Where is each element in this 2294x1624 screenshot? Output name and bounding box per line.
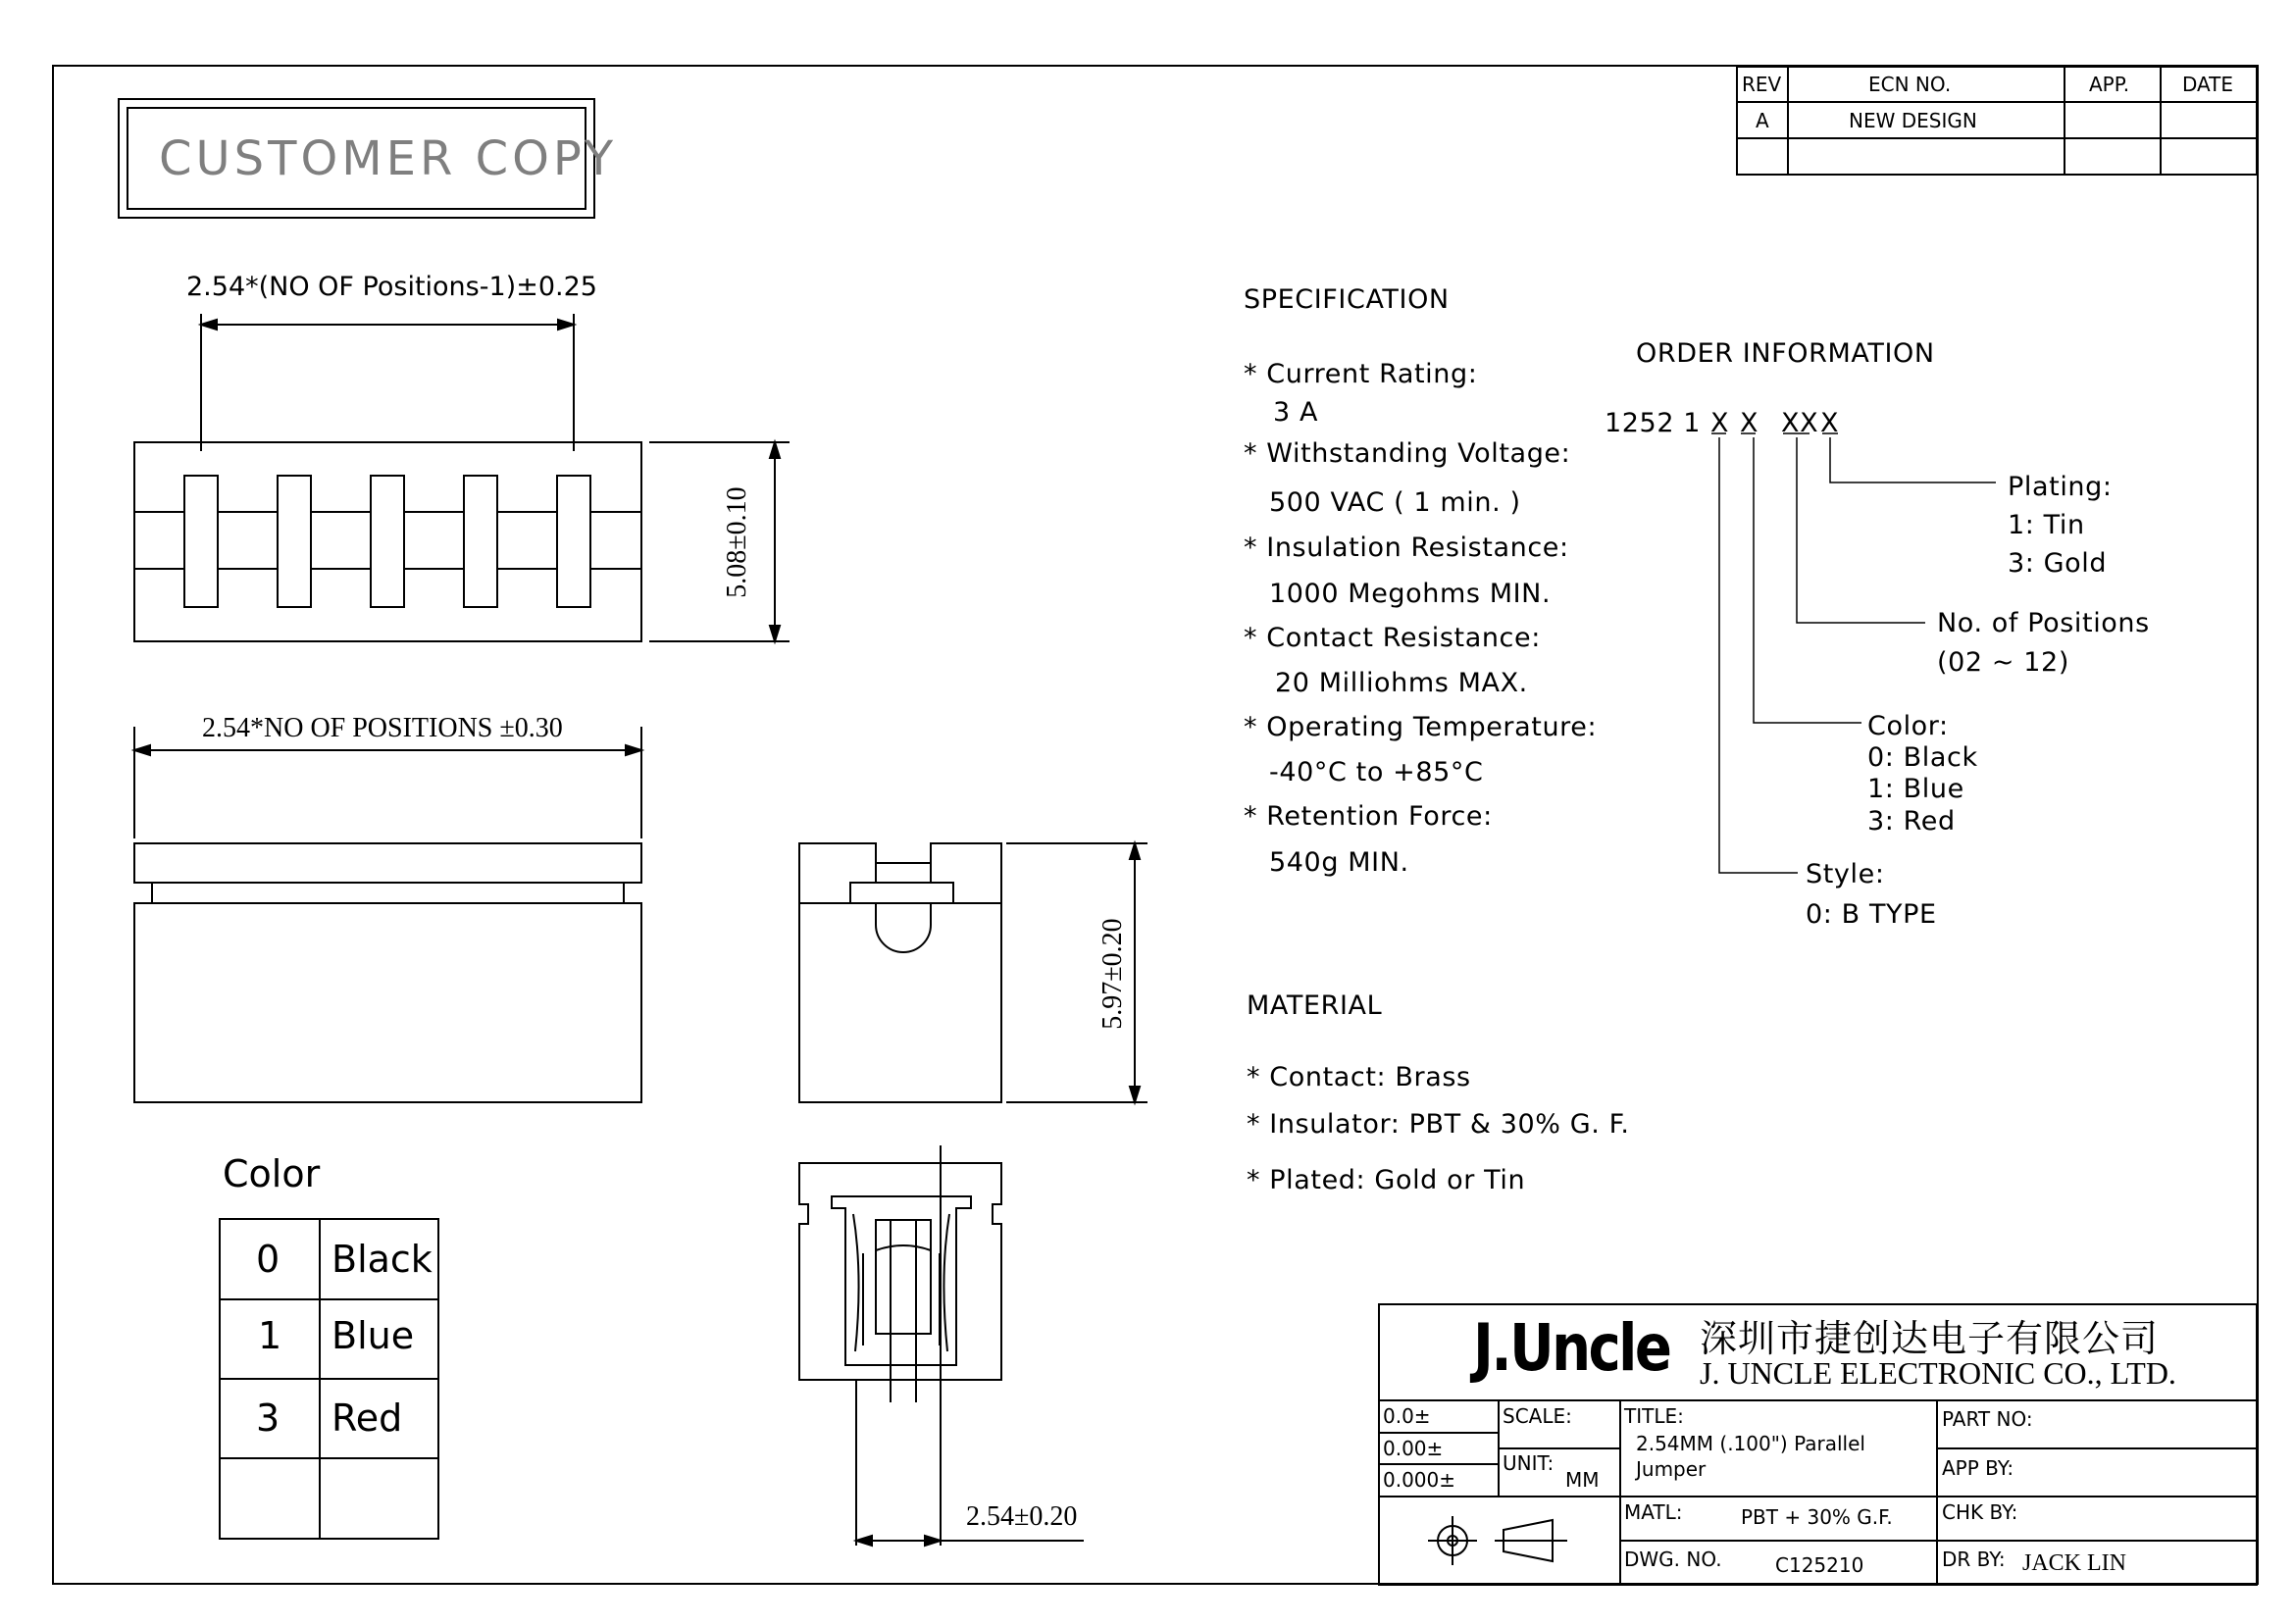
color-name-0: Black	[331, 1238, 433, 1281]
dwg-no-value: C125210	[1775, 1553, 1864, 1577]
pin-pitch-dimension: 2.54±0.20	[966, 1501, 1078, 1532]
order-code-color: X	[1740, 408, 1759, 438]
top-view	[134, 314, 790, 641]
chk-by-label: CHK BY:	[1942, 1500, 2018, 1524]
company-logo: J.Uncle	[1473, 1310, 1670, 1386]
order-code-prefix: 1252 1	[1605, 408, 1702, 438]
material-heading: MATERIAL	[1247, 990, 1383, 1021]
side-view	[799, 843, 1147, 1102]
material-plated: * Plated: Gold or Tin	[1247, 1165, 1526, 1195]
order-code-plating: X	[1820, 408, 1840, 438]
front-view	[134, 727, 641, 1102]
spec-temperature-label: * Operating Temperature:	[1244, 712, 1598, 742]
ecn-value: NEW DESIGN	[1849, 109, 1977, 132]
material-insulator: * Insulator: PBT & 30% G. F.	[1247, 1109, 1630, 1140]
color-option-blue: 1: Blue	[1867, 774, 1964, 804]
order-info-heading: ORDER INFORMATION	[1636, 338, 1935, 369]
company-name-cn: 深圳市捷创达电子有限公司	[1700, 1319, 2160, 1360]
material-contact: * Contact: Brass	[1247, 1062, 1471, 1092]
drawing-title-line1: 2.54MM (.100") Parallel	[1636, 1432, 1865, 1455]
dr-by-value: JACK LIN	[2022, 1550, 2126, 1576]
app-header: APP.	[2089, 73, 2130, 96]
color-options-title: Color:	[1867, 711, 1949, 741]
style-title: Style:	[1806, 859, 1885, 889]
front-width-dimension: 2.54*NO OF POSITIONS ±0.30	[202, 713, 563, 743]
color-option-black: 0: Black	[1867, 742, 1978, 773]
spec-voltage-label: * Withstanding Voltage:	[1244, 438, 1571, 469]
spec-contact-value: 20 Milliohms MAX.	[1275, 668, 1528, 698]
dr-by-label: DR BY:	[1942, 1548, 2006, 1571]
tolerance-1-decimal: 0.0±	[1383, 1404, 1431, 1428]
color-name-1: Blue	[331, 1314, 415, 1357]
top-height-dimension: 5.08±0.10	[722, 486, 752, 598]
color-code-3: 3	[256, 1396, 280, 1440]
spec-insulation-value: 1000 Megohms MIN.	[1269, 579, 1552, 609]
tolerance-3-decimal: 0.000±	[1383, 1468, 1456, 1492]
section-view	[799, 1145, 1084, 1546]
matl-value: PBT + 30% G.F.	[1741, 1505, 1893, 1529]
color-table-title: Color	[223, 1152, 321, 1195]
rev-header: REV	[1742, 73, 1782, 96]
plating-title: Plating:	[2008, 472, 2113, 502]
company-name-en: J. UNCLE ELECTRONIC CO., LTD.	[1700, 1355, 2176, 1391]
app-by-label: APP BY:	[1942, 1456, 2014, 1480]
color-code-1: 1	[258, 1314, 282, 1357]
matl-label: MATL:	[1624, 1500, 1683, 1524]
order-code-positions: XX	[1781, 408, 1819, 438]
spec-contact-label: * Contact Resistance:	[1244, 623, 1541, 653]
top-pitch-dimension: 2.54*(NO OF Positions-1)±0.25	[186, 272, 597, 302]
ecn-header: ECN NO.	[1868, 73, 1952, 96]
spec-temperature-value: -40°C to +85°C	[1269, 757, 1484, 787]
spec-retention-label: * Retention Force:	[1244, 801, 1493, 832]
unit-label: UNIT:	[1503, 1451, 1555, 1475]
color-option-red: 3: Red	[1867, 806, 1956, 837]
plating-option-tin: 1: Tin	[2008, 510, 2085, 540]
color-name-3: Red	[331, 1396, 403, 1440]
spec-retention-value: 540g MIN.	[1269, 847, 1409, 878]
customer-copy-stamp: CUSTOMER COPY	[159, 131, 618, 186]
unit-value: MM	[1565, 1468, 1600, 1492]
dwg-no-label: DWG. NO.	[1624, 1548, 1722, 1571]
spec-voltage-value: 500 VAC ( 1 min. )	[1269, 487, 1521, 518]
color-code-0: 0	[256, 1238, 280, 1281]
positions-range: (02 ~ 12)	[1937, 647, 2069, 678]
plating-option-gold: 3: Gold	[2008, 548, 2108, 579]
order-code-style: X	[1710, 408, 1730, 438]
tolerance-2-decimal: 0.00±	[1383, 1437, 1444, 1460]
spec-insulation-label: * Insulation Resistance:	[1244, 533, 1569, 563]
title-label: TITLE:	[1624, 1404, 1684, 1428]
positions-title: No. of Positions	[1937, 608, 2150, 638]
drawing-title-line2: Jumper	[1636, 1457, 1707, 1481]
side-height-dimension: 5.97±0.20	[1097, 918, 1128, 1030]
part-no-label: PART NO:	[1942, 1407, 2033, 1431]
revision-table-grid	[1737, 67, 2257, 175]
date-header: DATE	[2182, 73, 2234, 96]
spec-current-label: * Current Rating:	[1244, 359, 1478, 389]
style-option-b: 0: B TYPE	[1806, 899, 1937, 930]
spec-current-value: 3 A	[1273, 397, 1319, 428]
scale-label: SCALE:	[1503, 1404, 1572, 1428]
specification-heading: SPECIFICATION	[1244, 284, 1450, 315]
rev-value: A	[1756, 109, 1769, 132]
